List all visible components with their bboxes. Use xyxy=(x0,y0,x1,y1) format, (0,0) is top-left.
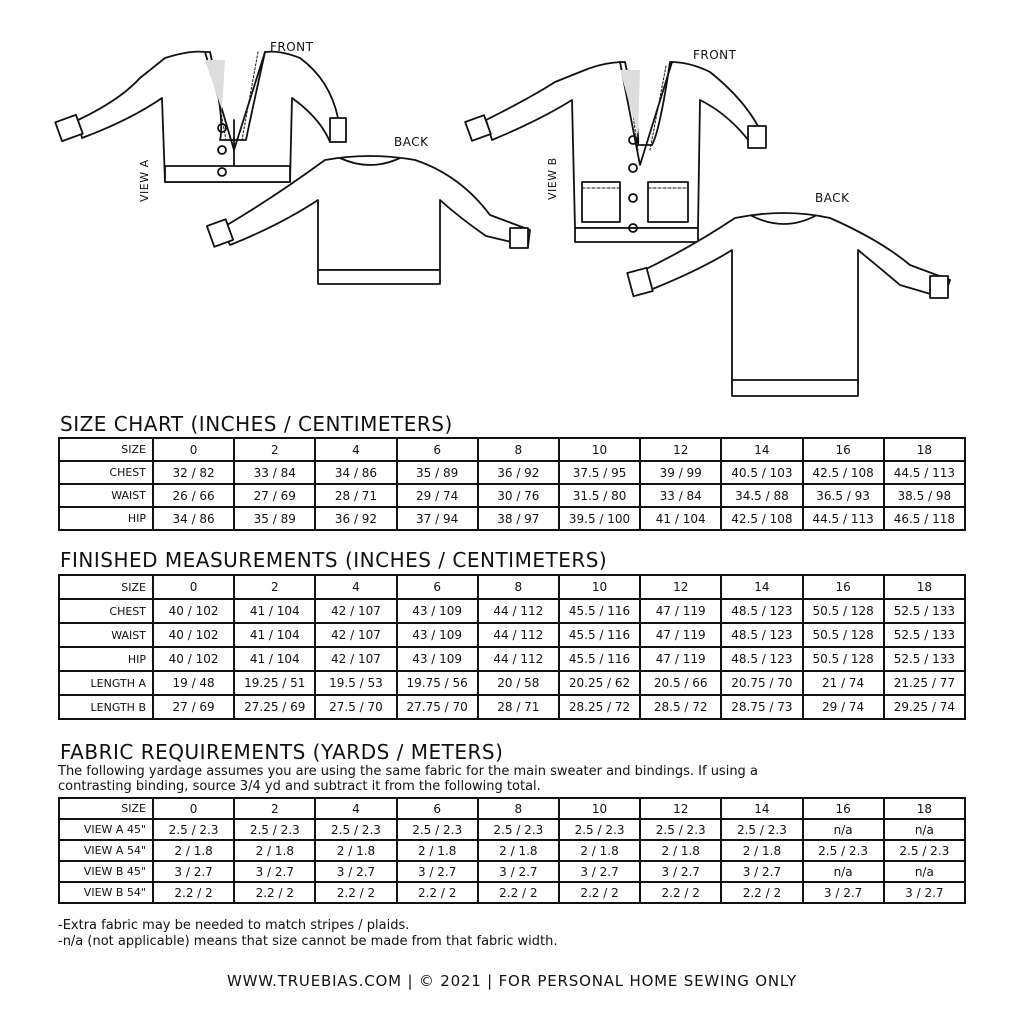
finished-measurements-table xyxy=(58,574,966,720)
table-cell: 38 / 97 xyxy=(478,507,559,530)
table-row xyxy=(59,882,965,903)
table-cell: 33 / 84 xyxy=(234,461,315,484)
row-header-cell: SIZE xyxy=(59,575,153,599)
table-cell: 2.5 / 2.3 xyxy=(803,840,884,861)
table-cell: 45.5 / 116 xyxy=(559,623,640,647)
table-cell: 2.2 / 2 xyxy=(640,882,721,903)
table-cell: 37.5 / 95 xyxy=(559,461,640,484)
table-header-row xyxy=(59,438,965,461)
table-cell: 44 / 112 xyxy=(478,623,559,647)
row-header-cell: VIEW B 54" xyxy=(59,882,153,903)
table-cell: 2 / 1.8 xyxy=(478,840,559,861)
table-cell: 2.5 / 2.3 xyxy=(315,819,396,840)
table-cell: 10 xyxy=(559,438,640,461)
table-cell: 4 xyxy=(315,575,396,599)
table-cell: 19.75 / 56 xyxy=(397,671,478,695)
view-a-front-label: FRONT xyxy=(270,40,314,54)
table-cell: 40 / 102 xyxy=(153,623,234,647)
table-cell: 41 / 104 xyxy=(640,507,721,530)
table-cell: 2 xyxy=(234,438,315,461)
table-cell: 42 / 107 xyxy=(315,623,396,647)
table-row xyxy=(59,695,965,719)
table-cell: 19.5 / 53 xyxy=(315,671,396,695)
fabric-note-line2: contrasting binding, source 3/4 yd and subtract it from the following total. xyxy=(58,779,541,794)
table-cell: 34 / 86 xyxy=(153,507,234,530)
row-header-cell: WAIST xyxy=(59,623,153,647)
row-header-cell: HIP xyxy=(59,507,153,530)
view-b-label: VIEW B xyxy=(546,157,559,200)
view-a-label: VIEW A xyxy=(138,159,151,202)
table-cell: 28.25 / 72 xyxy=(559,695,640,719)
size-chart-title: SIZE CHART (INCHES / CENTIMETERS) xyxy=(60,412,453,436)
table-cell: 36.5 / 93 xyxy=(803,484,884,507)
table-cell: 6 xyxy=(397,798,478,819)
table-cell: 2.2 / 2 xyxy=(234,882,315,903)
table-cell: 47 / 119 xyxy=(640,623,721,647)
table-cell: 47 / 119 xyxy=(640,647,721,671)
table-cell: 2.5 / 2.3 xyxy=(234,819,315,840)
table-cell: 2.2 / 2 xyxy=(153,882,234,903)
table-cell: 3 / 2.7 xyxy=(153,861,234,882)
table-cell: 4 xyxy=(315,438,396,461)
table-row xyxy=(59,819,965,840)
table-cell: 2 xyxy=(234,575,315,599)
table-cell: 28 / 71 xyxy=(315,484,396,507)
table-cell: 44.5 / 113 xyxy=(884,461,965,484)
table-cell: 42.5 / 108 xyxy=(803,461,884,484)
table-cell: 26 / 66 xyxy=(153,484,234,507)
table-cell: 2.2 / 2 xyxy=(721,882,802,903)
table-cell: 14 xyxy=(721,438,802,461)
table-cell: 2.5 / 2.3 xyxy=(397,819,478,840)
table-cell: 16 xyxy=(803,798,884,819)
table-cell: n/a xyxy=(884,819,965,840)
table-cell: 21.25 / 77 xyxy=(884,671,965,695)
table-cell: 28.5 / 72 xyxy=(640,695,721,719)
table-cell: 20.75 / 70 xyxy=(721,671,802,695)
table-cell: 2.5 / 2.3 xyxy=(559,819,640,840)
table-cell: 8 xyxy=(478,798,559,819)
table-cell: 3 / 2.7 xyxy=(640,861,721,882)
table-cell: 43 / 109 xyxy=(397,647,478,671)
table-cell: 37 / 94 xyxy=(397,507,478,530)
table-cell: 3 / 2.7 xyxy=(234,861,315,882)
table-cell: 4 xyxy=(315,798,396,819)
view-b-front-drawing xyxy=(465,62,766,242)
table-cell: 29 / 74 xyxy=(803,695,884,719)
table-header-row xyxy=(59,575,965,599)
table-cell: 48.5 / 123 xyxy=(721,647,802,671)
table-cell: 42.5 / 108 xyxy=(721,507,802,530)
row-header-cell: LENGTH B xyxy=(59,695,153,719)
view-b-back-label: BACK xyxy=(815,191,850,205)
footer-text: WWW.TRUEBIAS.COM | © 2021 | FOR PERSONAL HOME SEWING ONLY xyxy=(227,972,797,990)
table-cell: n/a xyxy=(884,861,965,882)
table-cell: 44 / 112 xyxy=(478,647,559,671)
table-cell: 10 xyxy=(559,798,640,819)
table-cell: 16 xyxy=(803,438,884,461)
table-cell: 0 xyxy=(153,575,234,599)
table-cell: 34 / 86 xyxy=(315,461,396,484)
table-row xyxy=(59,599,965,623)
table-cell: n/a xyxy=(803,861,884,882)
finished-measurements-title: FINISHED MEASUREMENTS (INCHES / CENTIMETERS) xyxy=(60,548,608,572)
footnote-na: -n/a (not applicable) means that size cannot be made from that fabric width. xyxy=(58,934,558,949)
table-row xyxy=(59,461,965,484)
table-cell: 42 / 107 xyxy=(315,599,396,623)
table-cell: 18 xyxy=(884,438,965,461)
table-cell: 52.5 / 133 xyxy=(884,599,965,623)
table-cell: 48.5 / 123 xyxy=(721,599,802,623)
table-cell: 40 / 102 xyxy=(153,599,234,623)
table-cell: 2 / 1.8 xyxy=(721,840,802,861)
table-cell: 0 xyxy=(153,438,234,461)
table-cell: 2.5 / 2.3 xyxy=(721,819,802,840)
table-cell: 14 xyxy=(721,798,802,819)
table-cell: 40.5 / 103 xyxy=(721,461,802,484)
table-cell: 2 / 1.8 xyxy=(397,840,478,861)
table-cell: 3 / 2.7 xyxy=(559,861,640,882)
table-header-row xyxy=(59,798,965,819)
table-cell: 2 / 1.8 xyxy=(640,840,721,861)
table-cell: 28.75 / 73 xyxy=(721,695,802,719)
table-cell: 20 / 58 xyxy=(478,671,559,695)
table-cell: 44 / 112 xyxy=(478,599,559,623)
table-cell: 43 / 109 xyxy=(397,599,478,623)
garment-illustrations xyxy=(0,0,1024,405)
view-a-front-drawing xyxy=(55,52,346,182)
table-cell: 52.5 / 133 xyxy=(884,623,965,647)
table-row xyxy=(59,507,965,530)
table-cell: 43 / 109 xyxy=(397,623,478,647)
fabric-requirements-title: FABRIC REQUIREMENTS (YARDS / METERS) xyxy=(60,740,504,764)
table-cell: 2.2 / 2 xyxy=(315,882,396,903)
table-cell: 41 / 104 xyxy=(234,623,315,647)
table-cell: 27.5 / 70 xyxy=(315,695,396,719)
table-cell: 2 xyxy=(234,798,315,819)
table-cell: 12 xyxy=(640,438,721,461)
table-cell: 39 / 99 xyxy=(640,461,721,484)
table-cell: 3 / 2.7 xyxy=(397,861,478,882)
table-cell: 20.5 / 66 xyxy=(640,671,721,695)
row-header-cell: VIEW B 45" xyxy=(59,861,153,882)
table-cell: 2 / 1.8 xyxy=(234,840,315,861)
table-cell: 3 / 2.7 xyxy=(478,861,559,882)
table-cell: 3 / 2.7 xyxy=(803,882,884,903)
row-header-cell: SIZE xyxy=(59,798,153,819)
table-cell: 41 / 104 xyxy=(234,599,315,623)
table-cell: 18 xyxy=(884,798,965,819)
table-cell: 36 / 92 xyxy=(478,461,559,484)
table-cell: 3 / 2.7 xyxy=(884,882,965,903)
table-cell: 52.5 / 133 xyxy=(884,647,965,671)
table-cell: 47 / 119 xyxy=(640,599,721,623)
table-row xyxy=(59,840,965,861)
row-header-cell: VIEW A 45" xyxy=(59,819,153,840)
table-cell: 27 / 69 xyxy=(153,695,234,719)
table-cell: 12 xyxy=(640,798,721,819)
row-header-cell: CHEST xyxy=(59,461,153,484)
table-cell: 16 xyxy=(803,575,884,599)
row-header-cell: CHEST xyxy=(59,599,153,623)
table-cell: 12 xyxy=(640,575,721,599)
view-a-back-label: BACK xyxy=(394,135,429,149)
table-cell: 33 / 84 xyxy=(640,484,721,507)
table-cell: 42 / 107 xyxy=(315,647,396,671)
table-row xyxy=(59,623,965,647)
table-cell: 2.2 / 2 xyxy=(397,882,478,903)
table-cell: 2.5 / 2.3 xyxy=(640,819,721,840)
table-cell: 41 / 104 xyxy=(234,647,315,671)
table-cell: 19.25 / 51 xyxy=(234,671,315,695)
table-cell: 45.5 / 116 xyxy=(559,599,640,623)
table-cell: 50.5 / 128 xyxy=(803,647,884,671)
footnote-stripes: -Extra fabric may be needed to match stripes / plaids. xyxy=(58,918,410,933)
table-cell: 31.5 / 80 xyxy=(559,484,640,507)
table-cell: 45.5 / 116 xyxy=(559,647,640,671)
table-cell: 21 / 74 xyxy=(803,671,884,695)
table-cell: 38.5 / 98 xyxy=(884,484,965,507)
row-header-cell: LENGTH A xyxy=(59,671,153,695)
table-cell: 35 / 89 xyxy=(234,507,315,530)
table-cell: 3 / 2.7 xyxy=(315,861,396,882)
table-cell: 44.5 / 113 xyxy=(803,507,884,530)
table-cell: 27.75 / 70 xyxy=(397,695,478,719)
table-cell: 2 / 1.8 xyxy=(153,840,234,861)
table-row xyxy=(59,671,965,695)
table-cell: 0 xyxy=(153,798,234,819)
table-cell: 6 xyxy=(397,438,478,461)
table-cell: 2.5 / 2.3 xyxy=(153,819,234,840)
table-cell: 40 / 102 xyxy=(153,647,234,671)
table-cell: 28 / 71 xyxy=(478,695,559,719)
table-cell: 2.5 / 2.3 xyxy=(478,819,559,840)
table-cell: 2.2 / 2 xyxy=(559,882,640,903)
view-b-front-label: FRONT xyxy=(693,48,737,62)
table-row xyxy=(59,647,965,671)
table-cell: 10 xyxy=(559,575,640,599)
table-cell: 30 / 76 xyxy=(478,484,559,507)
row-header-cell: HIP xyxy=(59,647,153,671)
fabric-requirements-table xyxy=(58,797,966,904)
table-row xyxy=(59,484,965,507)
table-cell: 2 / 1.8 xyxy=(559,840,640,861)
table-cell: 2 / 1.8 xyxy=(315,840,396,861)
table-cell: 29.25 / 74 xyxy=(884,695,965,719)
table-cell: 27.25 / 69 xyxy=(234,695,315,719)
row-header-cell: SIZE xyxy=(59,438,153,461)
table-cell: 2.2 / 2 xyxy=(478,882,559,903)
table-cell: 6 xyxy=(397,575,478,599)
row-header-cell: WAIST xyxy=(59,484,153,507)
table-row xyxy=(59,861,965,882)
table-cell: 14 xyxy=(721,575,802,599)
table-cell: 19 / 48 xyxy=(153,671,234,695)
table-cell: 36 / 92 xyxy=(315,507,396,530)
table-cell: 32 / 82 xyxy=(153,461,234,484)
table-cell: 29 / 74 xyxy=(397,484,478,507)
table-cell: 35 / 89 xyxy=(397,461,478,484)
table-cell: 34.5 / 88 xyxy=(721,484,802,507)
table-cell: 8 xyxy=(478,438,559,461)
table-cell: 8 xyxy=(478,575,559,599)
table-cell: 46.5 / 118 xyxy=(884,507,965,530)
size-chart-table xyxy=(58,437,966,531)
table-cell: 50.5 / 128 xyxy=(803,623,884,647)
table-cell: 18 xyxy=(884,575,965,599)
table-cell: 50.5 / 128 xyxy=(803,599,884,623)
table-cell: 39.5 / 100 xyxy=(559,507,640,530)
table-cell: 20.25 / 62 xyxy=(559,671,640,695)
table-cell: 3 / 2.7 xyxy=(721,861,802,882)
table-cell: n/a xyxy=(803,819,884,840)
row-header-cell: VIEW A 54" xyxy=(59,840,153,861)
table-cell: 48.5 / 123 xyxy=(721,623,802,647)
table-cell: 27 / 69 xyxy=(234,484,315,507)
fabric-note-line1: The following yardage assumes you are using the same fabric for the main sweater and bindings. If using a xyxy=(58,764,758,779)
table-cell: 2.5 / 2.3 xyxy=(884,840,965,861)
